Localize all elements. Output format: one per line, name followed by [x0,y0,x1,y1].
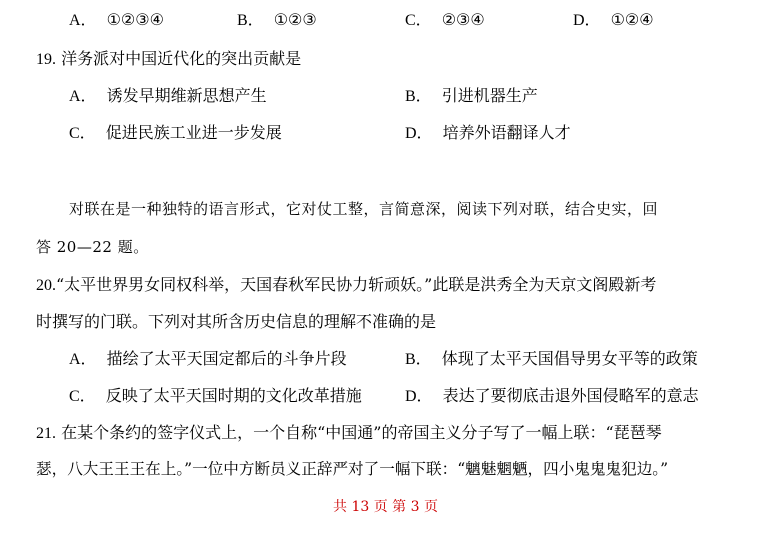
question-number: 19. [36,51,56,68]
question-number: 21. [36,425,56,442]
q21-stem-line-2: 瑟，八大王王王在上。”一位中方断员义正辞严对了一幅下联：“魑魅魍魉，四小鬼鬼鬼犯边。” [36,460,669,478]
q20-stem-line-2: 时撰写的门联。下列对其所含历史信息的理解不准确的是 [36,312,437,331]
q20-option-c [69,386,362,407]
question-text: 洋务派对中国近代化的突出贡献是 [61,49,302,68]
option-text: 诱发早期维新思想产生 [106,86,267,105]
option-letter: B． [405,88,432,105]
question-number: 20. [36,277,56,294]
option-text: 描绘了太平天国定都后的斗争片段 [106,349,347,368]
q19-option-b [405,86,538,107]
q18-option-d [573,10,654,31]
option-text: 引进机器生产 [441,86,538,105]
q19-stem [36,49,301,70]
option-text: 培养外语翻译人才 [442,123,571,142]
intro-line-1: 对联在是一种独特的语言形式，它对仗工整，言简意深，阅读下列对联，结合史实，回 [69,200,659,218]
question-text: “太平世界男女同权科举，天国春秋军民协力斩顽妖。”此联是洪秀全为天京文阁殿新考 [56,275,657,294]
option-text: ①②③ [273,10,317,29]
option-text: 促进民族工业进一步发展 [105,123,282,142]
q20-stem-line-1 [36,275,656,296]
option-letter: D． [573,12,601,29]
q19-option-d [405,123,571,144]
option-letter: B． [237,12,264,29]
q20-option-a [69,349,347,370]
q20-option-b [405,349,698,370]
option-letter: A． [69,88,97,105]
option-letter: C． [405,12,432,29]
option-text: ①②④ [610,10,654,29]
q19-option-a [69,86,267,107]
option-letter: B． [405,351,432,368]
option-text: ②③④ [441,10,485,29]
option-letter: A． [69,12,97,29]
option-letter: C． [69,125,96,142]
option-text: 表达了要彻底击退外国侵略军的意志 [442,386,699,405]
option-text: 体现了太平天国倡导男女平等的政策 [441,349,698,368]
page-footer: 共 13 页 第 3 页 [333,499,438,515]
q18-option-b [237,10,317,31]
option-letter: C． [69,388,96,405]
option-letter: D． [405,388,433,405]
q20-option-d [405,386,699,407]
q19-option-c [69,123,282,144]
question-text: 在某个条约的签字仪式上，一个自称“中国通”的帝国主义分子写了一幅上联：“琵琶琴 [61,423,662,442]
intro-line-2: 答 20—22 题。 [36,238,149,256]
option-letter: D． [405,125,433,142]
option-text: ①②③④ [106,10,164,29]
option-text: 反映了太平天国时期的文化改革措施 [105,386,362,405]
option-letter: A． [69,351,97,368]
q18-option-c [405,10,485,31]
q21-stem-line-1 [36,423,662,444]
q18-option-a [69,10,164,31]
